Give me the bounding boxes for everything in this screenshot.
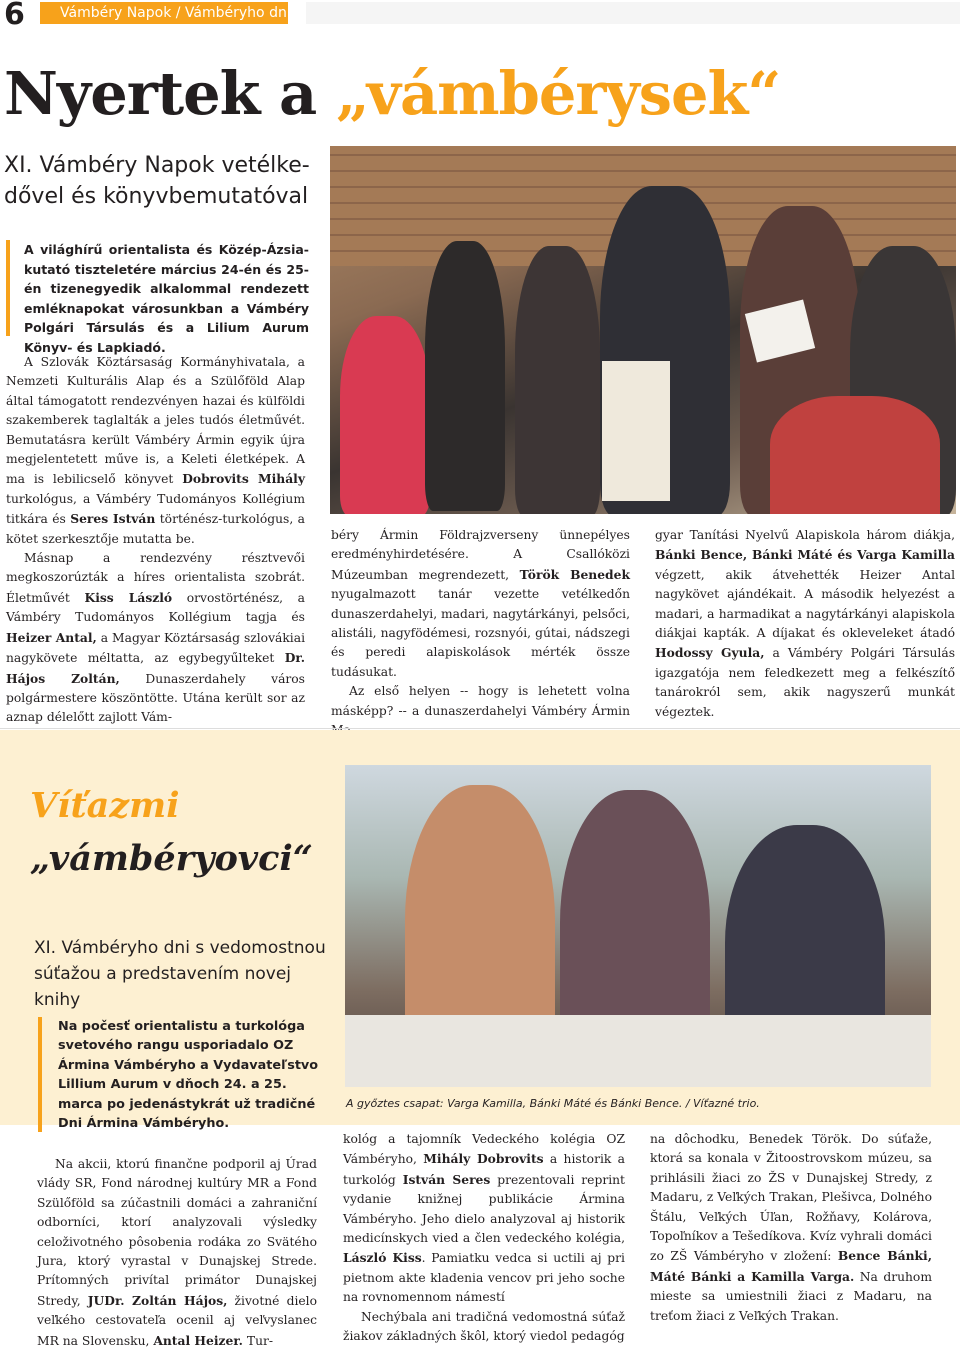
headline-part-a: Nyertek a xyxy=(4,59,336,128)
article-subtitle: XI. Vámbéry Napok vetélkedővel és könyvbemutatóval xyxy=(4,153,310,209)
hu-paragraph: Másnap a rendezvény résztvevői megkoszorúzták a híres orientalista szobrát. Életművét Kiss László orvostörténész, a Vámbéry Tudományos Kollégium tagja és Heizer Antal, a Magyar Köztársaság szlovákiai nagykövete méltatta, az egybegyűlteket Dr. Hájos Zoltán, Dunaszerdahely város polgármestere köszöntötte. Utána került sor az aznap délelőtt zajlott Vám- xyxy=(6,551,306,725)
gift-bag xyxy=(602,361,670,501)
hu-paragraph: gyar Tanítási Nyelvű Alapiskola három diákja, Bánki Bence, Bánki Máté és Varga Kamilla végzett, akik átvehették Heizer Antal nagykövet ajándékait. A második helyezést a madari, a harmadikat a nagytárkányi alapiskola diákjai kapták. A díjakat és okleveleket átadó Hodossy Gyula, a Vámbéry Polgári Társulás igazgatója nem feledkezett meg a felkészítő tanárokról sem, akik nagyszerű munkát végeztek. xyxy=(655,528,955,719)
hu-column-1 xyxy=(6,353,305,728)
section-divider xyxy=(0,728,960,729)
lead-accent-bar xyxy=(6,240,10,336)
person-girl xyxy=(425,241,505,511)
sk-headline-line1: Víťazmi xyxy=(30,785,180,826)
person-red-top xyxy=(340,316,430,514)
hu-paragraph: A Szlovák Köztársaság Kormányhivatala, a Nemzeti Kulturális Alap és a Szülőföld Alap által támogatott rendezvényen hazai és külföldi szakemberek taglalták a jeles tudós életművét. Bemutatásra került Vámbéry Ármin egyik újra megjelentetett műve is, a Keleti életképek. A ma is lebilicselő könyvet Dobrovits Mihály turkológus, a Vámbéry Tudományos Kollégium titkára és Seres István történész-turkológus, a kötet szerkesztője mutatta be. xyxy=(6,355,305,546)
award-ceremony-photo xyxy=(330,146,956,514)
sk-lead-accent-bar xyxy=(38,1017,42,1132)
sk-paragraph: na dôchodku, Benedek Török. Do súťaže, ktorá sa konala v Žitoostrovskom múzeu, sa prihlásili žiaci zo ŽS v Dunajskej Stredy, z Madaru, z Veľkých Trakan, Plešivca, Dolného Štálu, Veľkých Úľan, Rožňavy, Kolárova, Topoľníkov a Tešedíkova. Kvíz vyhrali domáci zo ZŠ Vámbéryho v zložení: Bence Bánki, Máté Bánki a Kamilla Varga. Na druhom mieste sa umiestnili žiaci z Madaru, na treťom žiaci z Veľkých Trakan. xyxy=(650,1132,933,1323)
sk-headline-line2: „vámbéryovci“ xyxy=(30,838,313,879)
hu-column-3 xyxy=(655,526,955,722)
hu-paragraph: Az első helyen -- hogy is lehetett volna másképp? -- a dunaszerdahelyi Vámbéry Ármin xyxy=(331,684,630,718)
article-headline xyxy=(4,58,780,130)
photo-caption: A győztes csapat: Varga Kamilla, Bánki Máté és Bánki Bence. / Víťazné trio. xyxy=(346,1097,760,1110)
table xyxy=(345,1015,931,1087)
sk-column-2 xyxy=(343,1130,625,1346)
page-number: 6 xyxy=(4,0,25,32)
sk-subtitle: XI. Vámbéryho dni s vedomostnou súťažou a predstavením novej knihy xyxy=(34,938,326,1010)
article-lead: A világhírű orientalista és Közép-Ázsia-kutató tiszteletére március 24-én és 25-én tizenegyedik alkalommal rendezett emléknapokat városunkban a Vámbéry Polgári Társulás és a Lilium Aurum Könyv- és Lapkiadó. xyxy=(24,242,309,355)
headline-part-b: „vámbérysek“ xyxy=(335,59,781,128)
hu-paragraph: béry Ármin Földrajzverseny ünnepélyes eredményhirdetésére. A Csallóközi Múzeumban megrendezett, Török Benedek nyugalmazott tanár vezette vetélkedőn dunaszerdahelyi, madari, nagytárkányi, pelsőci, alistáli, nagyfödémesi, rozsnyói, gútai, nádszegi és peredi alapiskolások mérték össze tudásukat. xyxy=(331,528,631,679)
section-label: Vámbéry Napok / Vámbéryho dni xyxy=(60,5,291,21)
hu-column-2 xyxy=(331,526,630,740)
sk-paragraph: Nechýbala ani tradičná vedomostná súťaž žiakov základných škôl, ktorý viedol pedagóg xyxy=(343,1309,625,1344)
sk-column-1 xyxy=(37,1155,317,1351)
person-girl-2 xyxy=(515,246,600,514)
person-seated xyxy=(770,396,940,514)
sk-paragraph: Na akcii, ktorú finančne podporil aj Úrad vlády SR, Fond národnej kultúry MR a Fond Szülőföld sa zúčastnili domáci a zahraniční odborníci, ktorí analyzovali výsledky celoživotného pôsobenia rodáka zo Svätého Jura, ktorý vyrastal v Dunajskej Strede. Prítomných privítal primátor Dunajskej Stredy, JUDr. Zoltán Hájos, životné dielo veľkého cestovateľa ocenil aj veľvyslanec MR na Slovensku, Antal Heizer. Tur- xyxy=(37,1157,317,1348)
sk-lead: Na počesť orientalistu a turkológa svetového rangu usporiadalo OZ Ármina Vámbéryho a Vydavateľstvo Lillium Aurum v dňoch 24. a 25. marca po jedenástykrát už tradičné Dni Ármina Vámbéryho. xyxy=(58,1019,319,1132)
header-strip xyxy=(306,2,960,24)
sk-column-3 xyxy=(650,1130,932,1326)
sk-paragraph: kológ a tajomník Vedeckého kolégia OZ Vámbéryho, Mihály Dobrovits a historik a turkológ István Seres prezentovali reprint vydanie knižnej publikácie Ármina Vámbéryho. Jeho dielo analyzoval aj historik medicínskych vied a člen vedeckého kolégia, László Kiss. Pamiatku vedca si uctili aj pri pietnom akte kladenia vencov pri jeho soche na rovnomennom námestí xyxy=(343,1132,625,1305)
winners-photo xyxy=(345,765,931,1087)
